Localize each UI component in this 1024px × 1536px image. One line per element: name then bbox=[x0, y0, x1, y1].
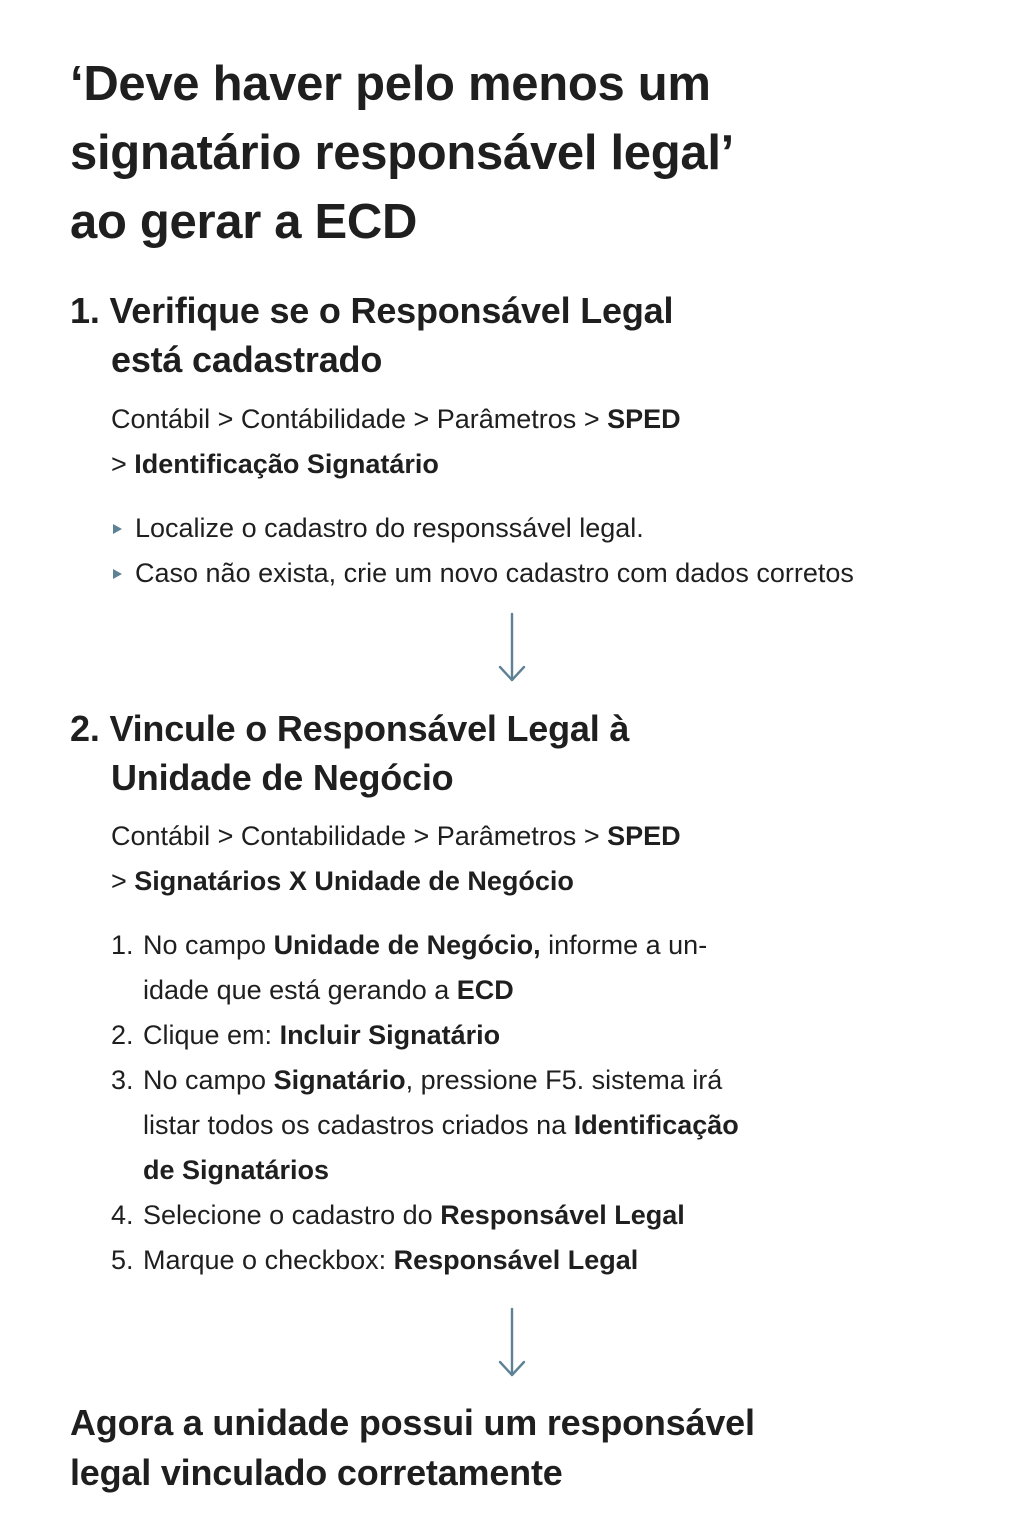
list-item-line bbox=[143, 1013, 971, 1058]
path-item-identificacao-signatario: Identificação Signatário bbox=[134, 449, 439, 479]
conclusion-heading bbox=[70, 1398, 970, 1498]
list-item bbox=[111, 551, 1011, 596]
triangle-bullet-icon bbox=[113, 569, 122, 579]
term-de-signatarios: de Signatários bbox=[143, 1155, 330, 1185]
text-run: idade que está gerando a bbox=[143, 975, 457, 1005]
triangle-bullet-icon bbox=[113, 524, 122, 534]
step-1-heading bbox=[70, 286, 970, 384]
step-1-path-line-1 bbox=[111, 397, 991, 442]
list-item bbox=[111, 1193, 971, 1238]
path-separator: > bbox=[210, 404, 241, 434]
path-item-parametros: Parâmetros bbox=[436, 821, 577, 851]
term-responsavel-legal: Responsável Legal bbox=[440, 1200, 685, 1230]
list-item-number: 2. bbox=[111, 1020, 134, 1050]
text-run: listar todos os cadastros criados na bbox=[143, 1110, 574, 1140]
path-item-sped: SPED bbox=[607, 821, 681, 851]
path-item-sped: SPED bbox=[607, 404, 681, 434]
step-1-heading-line-1 bbox=[70, 286, 970, 335]
list-item-line bbox=[143, 1193, 971, 1238]
list-item-number: 5. bbox=[111, 1245, 134, 1275]
field-signatario: Signatário bbox=[273, 1065, 406, 1095]
title-line-1: ‘Deve haver pelo menos um bbox=[70, 57, 711, 111]
step-1-path-line-2 bbox=[111, 442, 991, 487]
path-separator: > bbox=[210, 821, 241, 851]
checkbox-responsavel-legal: Responsável Legal bbox=[393, 1245, 639, 1275]
text-run: informe a un- bbox=[540, 930, 708, 960]
text-run: No campo bbox=[143, 930, 274, 960]
path-item-parametros: Parâmetros bbox=[436, 404, 577, 434]
list-item-line bbox=[143, 1238, 971, 1283]
step-2-path-line-1 bbox=[111, 814, 991, 859]
path-separator: > bbox=[405, 821, 437, 851]
list-item bbox=[111, 506, 1011, 551]
step-2-number: 2. bbox=[70, 708, 100, 749]
arrow-down-icon bbox=[493, 1307, 531, 1379]
conclusion-line-1: Agora a unidade possui um responsável bbox=[70, 1402, 755, 1443]
list-item-line bbox=[143, 1103, 971, 1148]
step-1-heading-text-2: está cadastrado bbox=[111, 339, 383, 380]
title-line-2: signatário responsável legal’ bbox=[70, 126, 734, 180]
step-1-bullet-list bbox=[111, 506, 1011, 596]
step-2-heading-text-2: Unidade de Negócio bbox=[111, 757, 454, 798]
text-run: , pressione F5. sistema irá bbox=[405, 1065, 723, 1095]
list-item bbox=[111, 1013, 971, 1058]
step-2-menu-path bbox=[111, 814, 991, 904]
step-1-heading-text-1: Verifique se o Responsável Legal bbox=[109, 290, 674, 331]
list-item-line bbox=[143, 968, 971, 1013]
list-item-line bbox=[143, 923, 971, 968]
step-2-heading bbox=[70, 704, 970, 802]
list-item-line bbox=[143, 1148, 971, 1193]
list-item-number: 4. bbox=[111, 1200, 134, 1230]
path-item-contabilidade: Contábilidade bbox=[240, 404, 406, 434]
step-2-path-line-2 bbox=[111, 859, 991, 904]
action-incluir-signatario: Incluir Signatário bbox=[279, 1020, 501, 1050]
path-item-contabil: Contábil bbox=[111, 404, 211, 434]
arrow-down-icon bbox=[493, 612, 531, 684]
text-run: Marque o checkbox: bbox=[143, 1245, 394, 1275]
step-1-number: 1. bbox=[70, 290, 100, 331]
title-line-3: ao gerar a ECD bbox=[70, 195, 418, 249]
step-1-menu-path bbox=[111, 397, 991, 487]
list-item bbox=[111, 923, 971, 1013]
path-separator: > bbox=[405, 404, 437, 434]
text-run: No campo bbox=[143, 1065, 274, 1095]
bullet-text: Localize o cadastro do responssável legal. bbox=[135, 513, 644, 543]
term-ecd: ECD bbox=[456, 975, 514, 1005]
step-2-heading-line-1 bbox=[70, 704, 970, 753]
list-item-number: 3. bbox=[111, 1065, 134, 1095]
list-item-line bbox=[143, 1058, 971, 1103]
conclusion-line-2: legal vinculado corretamente bbox=[70, 1452, 563, 1493]
path-separator: > bbox=[576, 821, 608, 851]
bullet-text: Caso não exista, crie um novo cadastro com dados corretos bbox=[135, 558, 854, 588]
term-identificacao: Identificação bbox=[573, 1110, 739, 1140]
page-title bbox=[70, 50, 950, 257]
path-item-contabilidade: Contabilidade bbox=[240, 821, 406, 851]
text-run: Clique em: bbox=[143, 1020, 280, 1050]
text-run: Selecione o cadastro do bbox=[143, 1200, 441, 1230]
path-item-contabil: Contábil bbox=[111, 821, 211, 851]
path-item-signatarios-unidade: Signatários X Unidade de Negócio bbox=[134, 866, 574, 896]
list-item bbox=[111, 1058, 971, 1193]
path-separator: > bbox=[111, 866, 135, 896]
field-unidade-de-negocio: Unidade de Negócio, bbox=[273, 930, 541, 960]
path-separator: > bbox=[111, 449, 135, 479]
path-separator: > bbox=[576, 404, 608, 434]
list-item bbox=[111, 1238, 971, 1283]
step-2-numbered-list bbox=[111, 923, 971, 1283]
step-2-heading-text-1: Vincule o Responsável Legal à bbox=[109, 708, 630, 749]
list-item-number: 1. bbox=[111, 930, 134, 960]
